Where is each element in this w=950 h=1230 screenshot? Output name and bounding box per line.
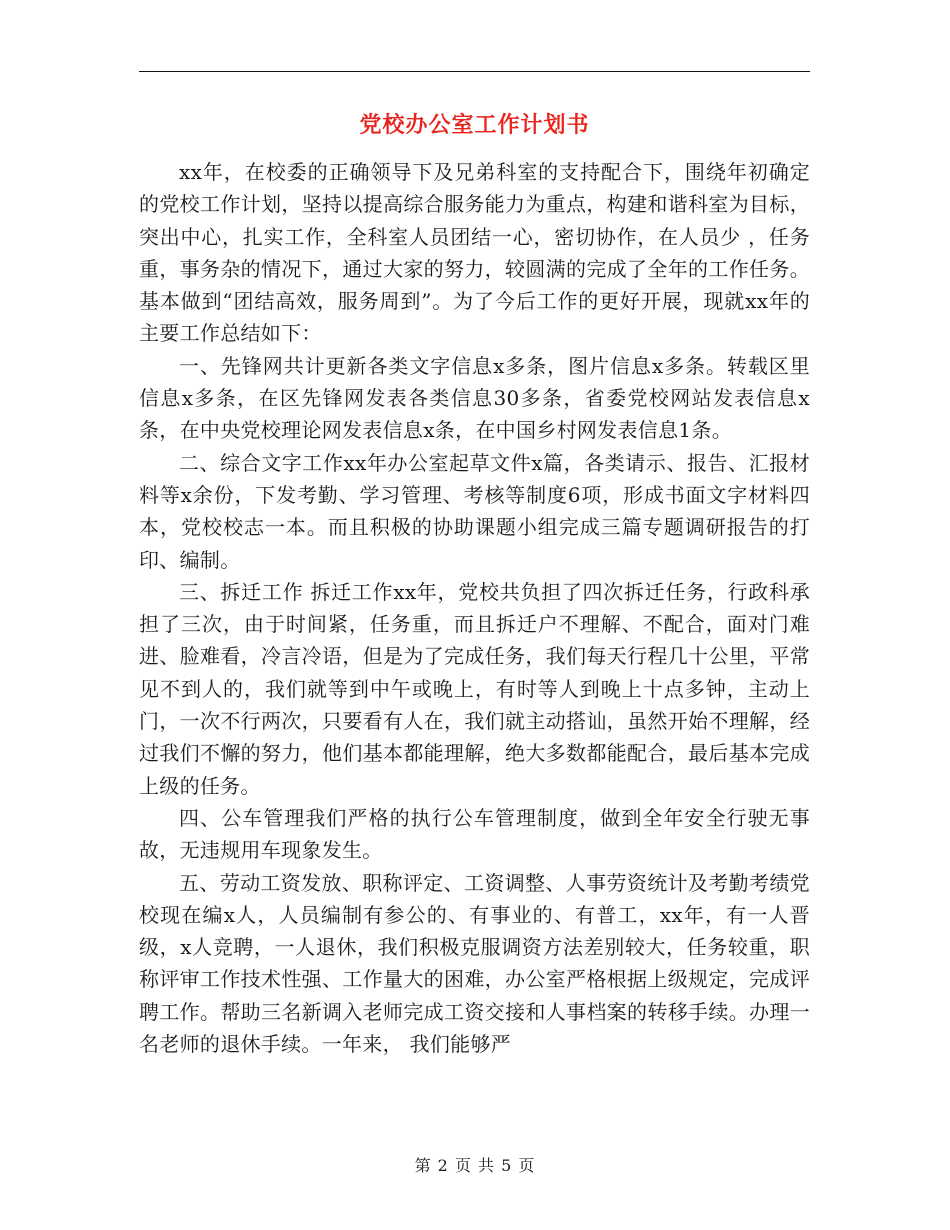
header-rule [139, 71, 810, 72]
section-5-paragraph: 五、劳动工资发放、职称评定、工资调整、人事劳资统计及考勤考绩党校现在编x人，人员编制有参公的、有事业的、有普工，xx年，有一人晋级，x人竞聘，一人退休，我们积极克服调资方法差别较大，任务较重，职称评审工作技术性强、工作量大的困难，办公室严格根据上级规定，完成评聘工作。帮助三名新调入老师完成工资交接和人事档案的转移手续。办理一名老师的退休手续。一年来， 我们能够严 [139, 870, 810, 1057]
intro-paragraph: xx年，在校委的正确领导下及兄弟科室的支持配合下，围绕年初确定的党校工作计划，坚持以提高综合服务能力为重点，构建和谐科室为目标，突出中心，扎实工作，全科室人员团结一心，密切协作，在人员少 ，任务重，事务杂的情况下，通过大家的努力，较圆满的完成了全年的工作任务。基本做到“团结高效，服务周到”。为了今后工作的更好开展，现就xx年的主要工作总结如下： [139, 160, 810, 346]
section-3-paragraph: 三、拆迁工作 拆迁工作xx年，党校共负担了四次拆迁任务，行政科承担了三次，由于时间紧，任务重，而且拆迁户不理解、不配合，面对门难进、脸难看，冷言冷语，但是为了完成任务，我们每天行程几十公里，平常见不到人的，我们就等到中午或晚上，有时等人到晚上十点多钟，主动上门，一次不行两次，只要看有人在，我们就主动搭讪，虽然开始不理解，经过我们不懈的努力，他们基本都能理解，绝大多数都能配合，最后基本完成上级的任务。 [139, 579, 810, 798]
section-2-paragraph: 二、综合文字工作xx年办公室起草文件x篇，各类请示、报告、汇报材料等x余份，下发考勤、学习管理、考核等制度6项，形成书面文字材料四本，党校校志一本。而且积极的协助课题小组完成三篇专题调研报告的打印、编制。 [139, 450, 810, 572]
document-title: 党校办公室工作计划书 [359, 112, 590, 138]
section-1-paragraph: 一、先锋网共计更新各类文字信息x多条，图片信息x多条。转载区里信息x多条，在区先锋网发表各类信息30多条，省委党校网站发表信息x条，在中央党校理论网发表信息x条，在中国乡村网发表信息1条。 [139, 353, 810, 443]
document-body [139, 156, 810, 1060]
page-number-footer: 第 2 页 共 5 页 [414, 1156, 536, 1175]
section-4-paragraph: 四、公车管理我们严格的执行公车管理制度，做到全年安全行驶无事故，无违规用车现象发生。 [139, 805, 810, 863]
